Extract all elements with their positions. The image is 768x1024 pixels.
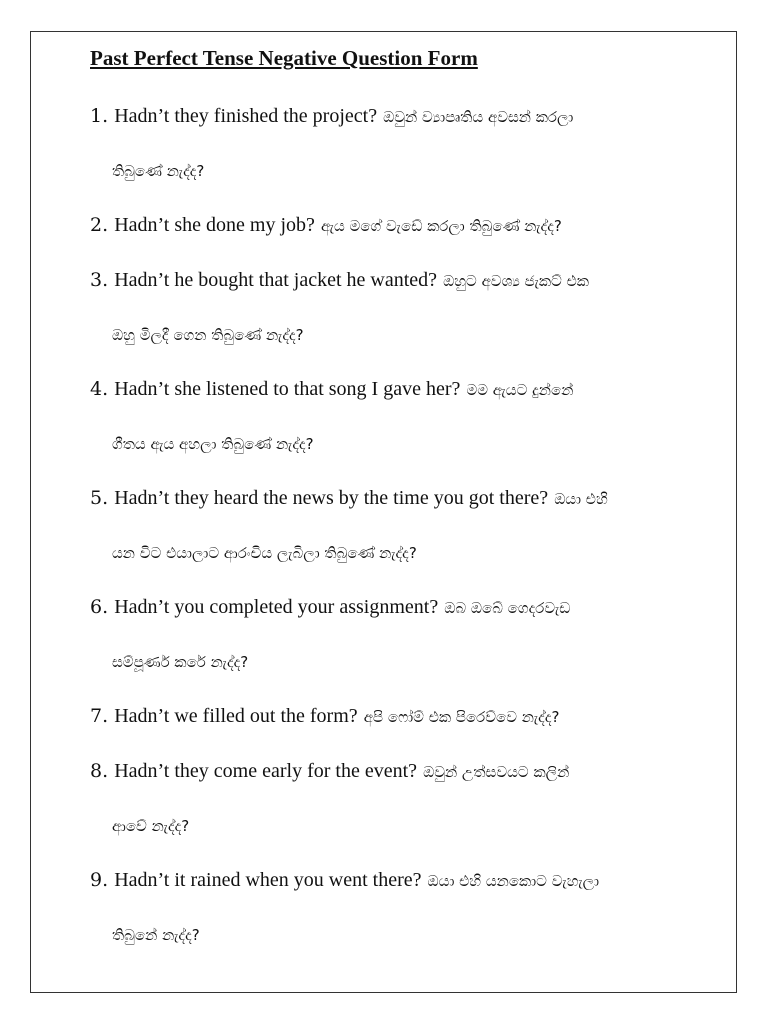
question-sinhala: මම ඇයට දුන්නේ xyxy=(466,381,574,399)
question-8-continuation: ආවේ නැද්ද? xyxy=(112,817,190,835)
question-sinhala: අපි ෆෝම් එක පිරෙව්වෙ නැද්ද? xyxy=(363,708,560,726)
question-english: Hadn’t they come early for the event? xyxy=(114,760,418,782)
question-sinhala: ඇය මගේ වැඩේ කරලා තිබුණේ නැද්ද? xyxy=(320,217,562,235)
question-number: 2. xyxy=(90,214,109,236)
question-8-line xyxy=(90,758,569,785)
question-number: 7. xyxy=(90,705,109,727)
question-number: 5. xyxy=(90,487,109,509)
question-english: Hadn’t it rained when you went there? xyxy=(114,869,422,891)
question-number: 8. xyxy=(90,760,109,782)
question-4-line xyxy=(90,376,573,403)
question-6-line xyxy=(90,594,570,621)
question-sinhala: ඔබ ඔබේ ගෙදරවැඩ xyxy=(444,599,571,617)
question-1-continuation: තිබුණේ නැද්ද? xyxy=(112,162,205,180)
question-number: 4. xyxy=(90,378,109,400)
question-7-line xyxy=(90,703,559,730)
question-2-line xyxy=(90,212,562,239)
question-number: 9. xyxy=(90,869,109,891)
question-english: Hadn’t we filled out the form? xyxy=(114,705,358,727)
question-english: Hadn’t you completed your assignment? xyxy=(114,596,439,618)
question-4-continuation: ගීතය ඇය අහලා තිබුණේ නැද්ද? xyxy=(112,435,314,453)
question-6-continuation: සම්පූර්ණ කරේ නැද්ද? xyxy=(112,653,249,671)
question-5-line xyxy=(90,485,608,512)
question-english: Hadn’t he bought that jacket he wanted? xyxy=(114,269,438,291)
question-number: 1. xyxy=(90,105,109,127)
question-sinhala: ඔයා එහි xyxy=(554,490,608,508)
question-9-continuation: තිබුනේ නැද්ද? xyxy=(112,926,200,944)
question-sinhala: ඔහුට අවශ්‍ය ජැකට් එක xyxy=(443,272,589,290)
question-number: 3. xyxy=(90,269,109,291)
question-english: Hadn’t she done my job? xyxy=(114,214,315,236)
question-english: Hadn’t they heard the news by the time you got there? xyxy=(114,487,549,509)
question-sinhala: ඔයා එහි යනකොට වැහැලා xyxy=(427,872,600,890)
question-sinhala: ඔවුන් උත්සවයට කලින් xyxy=(423,763,570,781)
question-number: 6. xyxy=(90,596,109,618)
document-title: Past Perfect Tense Negative Question Form xyxy=(90,46,478,70)
question-english: Hadn’t they finished the project? xyxy=(114,105,378,127)
question-3-continuation: ඔහු මිලදී ගෙන තිබුණේ නැද්ද? xyxy=(112,326,304,344)
question-sinhala: ඔවුන් ව්‍යාපෘතිය අවසන් කරලා xyxy=(383,108,574,126)
question-5-continuation: යන විට එයාලාට ආරංචිය ලැබිලා තිබුණේ නැද්ද? xyxy=(112,544,417,562)
question-english: Hadn’t she listened to that song I gave her? xyxy=(114,378,461,400)
question-1-line xyxy=(90,103,573,130)
question-9-line xyxy=(90,867,599,894)
question-3-line xyxy=(90,267,589,294)
